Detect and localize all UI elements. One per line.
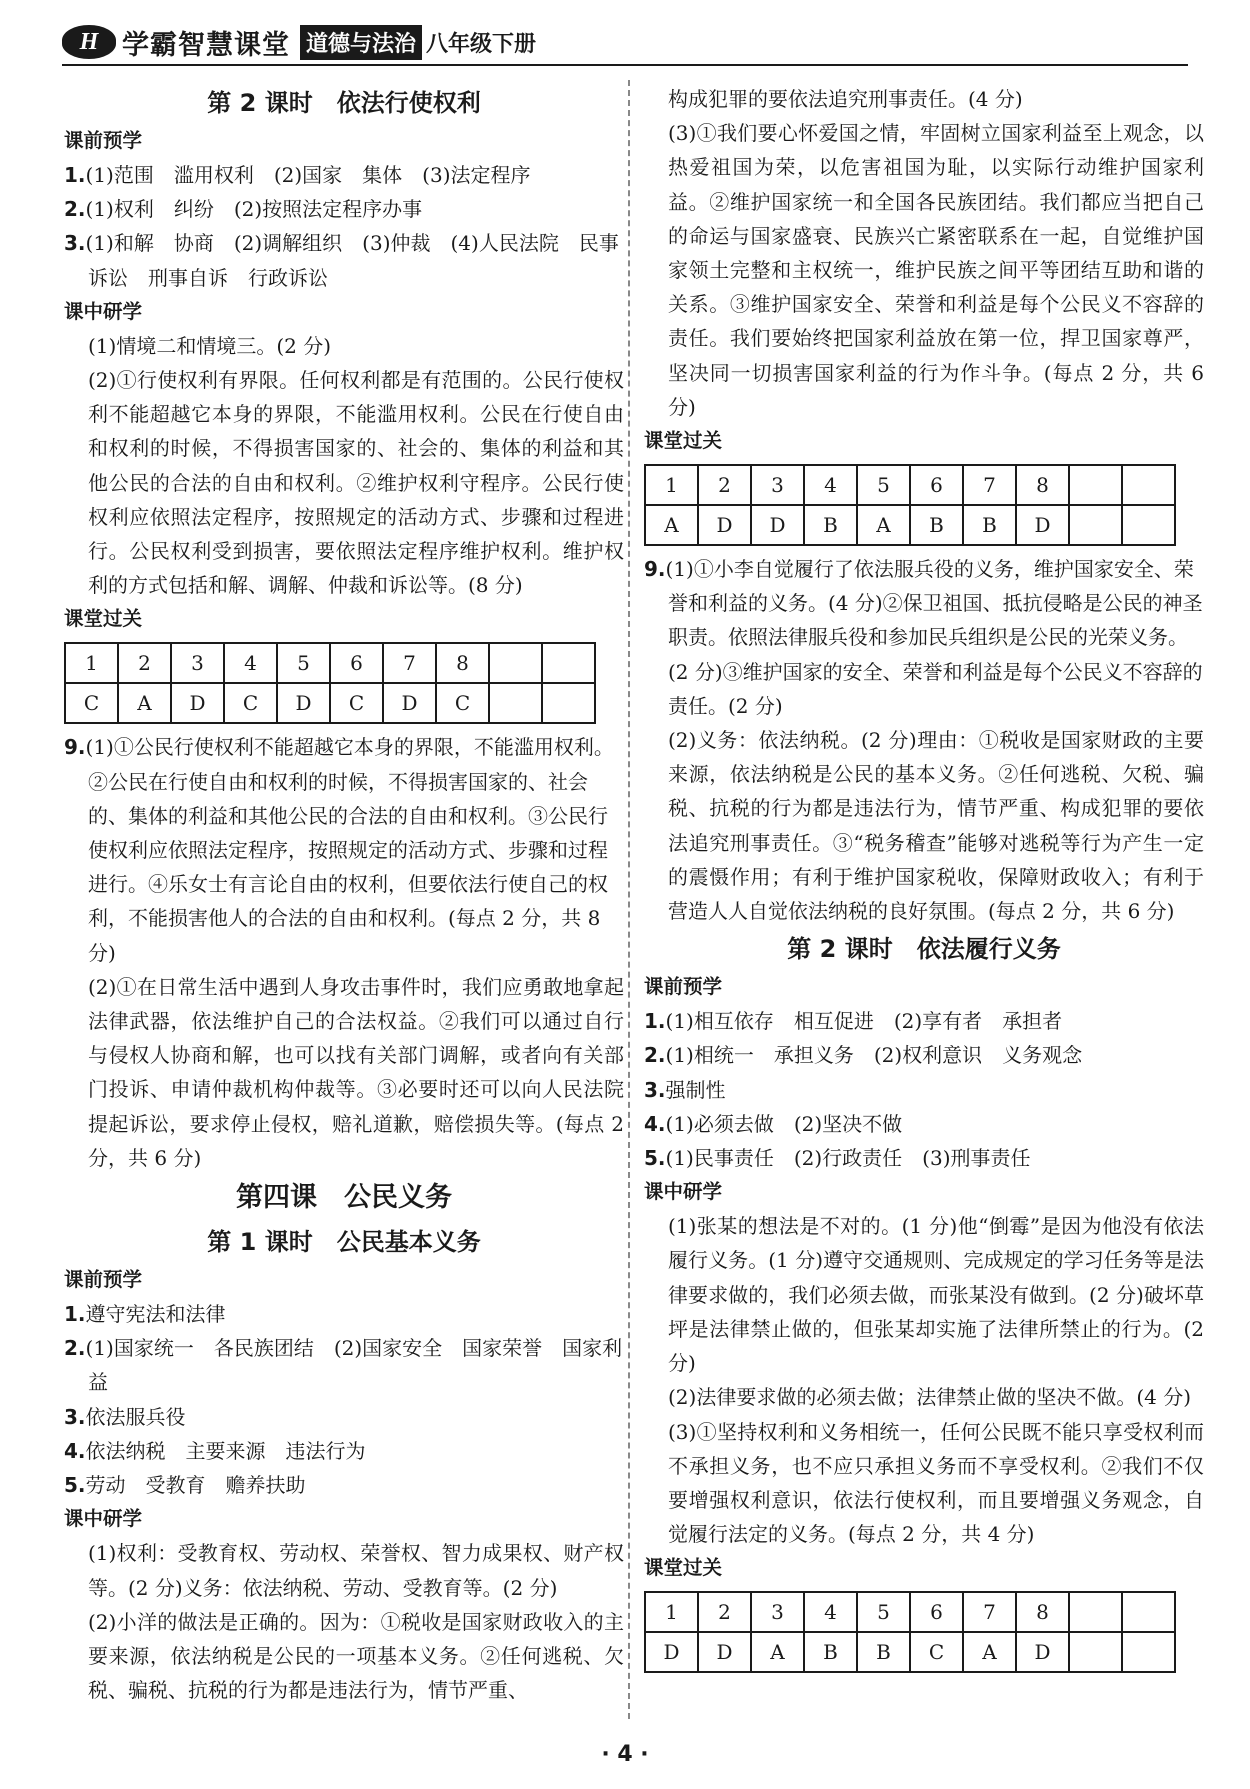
pre-study-list (64, 1297, 624, 1502)
section-heading: 课中研学 (64, 1507, 143, 1531)
lesson-title: 第四课 公民义务 (236, 1182, 452, 1214)
answer-paragraph: (2)①在日常生活中遇到人身攻击事件时，我们应勇敢地拿起法律武器，依法维护自己的合法权益。②我们可以通过自行与侵权人协商和解，也可以找有关部门调解，或者向有关部门投诉、申请仲裁机构仲裁等。③必要时还可以向人民法院提起诉讼，要求停止侵权，赔礼道歉，赔偿损失等。(每点 2 分，共 6 分) (88, 974, 624, 1170)
answer-table-answers: A D D B A B B D (645, 505, 1175, 545)
list-item: 2.(1)国家统一 各民族团结 (2)国家安全 国家荣誉 国家利益 (64, 1336, 623, 1395)
section-title: 第 1 课时 公民基本义务 (207, 1228, 481, 1257)
section-heading: 课前预学 (64, 1268, 143, 1292)
answer-paragraph: (1)张某的想法是不对的。(1 分)他“倒霉”是因为他没有依法履行义务。(1 分)遵守交通规则、完成规定的学习任务等是法律要求做的，我们必须去做，而张某没有做到。(2 分)破坏草坪是法律禁止做的，但张某却实施了法律所禁止的行为。(2 分) (668, 1214, 1204, 1376)
answer-table (64, 642, 596, 724)
list-item: 3.(1)和解 协商 (2)调解组织 (3)仲裁 (4)人民法院 民事诉讼 刑事自诉 行政诉讼 (64, 231, 619, 290)
section-heading: 课前预学 (644, 975, 723, 999)
list-item: 5.劳动 受教育 赡养扶助 (64, 1473, 306, 1498)
list-item: 1.遵守宪法和法律 (64, 1302, 226, 1327)
answer-paragraph: (2)法律要求做的必须去做；法律禁止做的坚决不做。(4 分) (668, 1385, 1192, 1410)
list-item: 3.依法服兵役 (64, 1404, 186, 1429)
answer-paragraph: (3)①坚持权利和义务相统一，任何公民既不能只享受权利而不承担义务，也不应只承担义务而不享受权利。②我们不仅要增强权利意识，依法行使权利，而且要增强义务观念，自觉履行法定的义务。(每点 2 分，共 4 分) (668, 1419, 1204, 1547)
list-item: 4.(1)必须去做 (2)坚决不做 (644, 1111, 903, 1136)
column-divider (628, 80, 630, 1719)
answer-table (644, 464, 1176, 546)
grade-label: 八年级下册 (426, 31, 537, 57)
subject-label: 道德与法治 (300, 25, 422, 60)
answer-paragraph: (1)情境二和情境三。(2 分) (88, 333, 332, 358)
answer-paragraph: (2)义务：依法纳税。(2 分)理由：①税收是国家财政的主要来源，依法纳税是公民的基本义务。②任何逃税、欠税、骗税、抗税的行为都是违法行为，情节严重、构成犯罪的要依法追究刑事责任。③“税务稽查”能够对逃税等行为产生一定的震慑作用；有利于维护国家税收，保障财政收入；有利于营造人人自觉依法纳税的良好氛围。(每点 2 分，共 6 分) (668, 728, 1204, 924)
section-heading: 课前预学 (64, 129, 143, 152)
left-column (64, 82, 624, 1707)
right-column (644, 82, 1204, 1679)
answer-paragraph: (1)权利：受教育权、劳动权、荣誉权、智力成果权、财产权等。(2 分)义务：依法纳税、劳动、受教育等。(2 分) (88, 1541, 624, 1600)
answer-table-answers: C A D C D C D C (65, 683, 595, 723)
section-heading: 课中研学 (644, 1180, 723, 1204)
answer-paragraph: 构成犯罪的要依法追究刑事责任。(4 分) (668, 87, 1023, 111)
question-answer: 9.(1)①小李自觉履行了依法服兵役的义务，维护国家安全、荣誉和利益的义务。(4 分)②保卫祖国、抵抗侵略是公民的神圣职责。依照法律服兵役和参加民兵组织是公民的光荣义务。(2 分)③维护国家的安全、荣誉和利益是每个公民义不容辞的责任。(2 分) (644, 557, 1203, 718)
section-heading: 课堂过关 (644, 429, 723, 453)
list-item: 2.(1)相统一 承担义务 (2)权利意识 义务观念 (644, 1043, 1083, 1068)
section-title: 第 2 课时 依法履行义务 (787, 935, 1061, 964)
answer-table-numbers: 1 2 3 4 5 6 7 8 (645, 465, 1175, 505)
answer-paragraph: (2)小洋的做法是正确的。因为：①税收是国家财政收入的主要来源，依法纳税是公民的一项基本义务。②任何逃税、欠税、骗税、抗税的行为都是违法行为，情节严重、 (88, 1609, 624, 1703)
answer-table-answers: D D A B B C A D (645, 1632, 1175, 1672)
answer-paragraph: (3)①我们要心怀爱国之情，牢固树立国家利益至上观念，以热爱祖国为荣，以危害祖国为耻，以实际行动维护国家利益。②维护国家统一和全国各民族团结。我们都应当把自己的命运与国家盛衰、民族兴亡紧密联系在一起，自觉维护国家领土完整和主权统一，维护民族之间平等团结互助和谐的关系。③维护国家安全、荣誉和利益是每个公民义不容辞的责任。我们要始终把国家利益放在第一位，捍卫国家尊严，坚决同一切损害国家利益的行为作斗争。(每点 2 分，共 6 分) (668, 121, 1204, 419)
brand-logo: H (62, 25, 116, 59)
pre-study-list (644, 1004, 1204, 1175)
list-item: 4.依法纳税 主要来源 违法行为 (64, 1438, 366, 1463)
answer-table-numbers: 1 2 3 4 5 6 7 8 (645, 1592, 1175, 1632)
answer-paragraph: (2)①行使权利有界限。任何权利都是有范围的。公民行使权利不能超越它本身的界限，不能滥用权利。公民在行使自由和权利的时候，不得损害国家的、社会的、集体的利益和其他公民的合法的自由和权利。②维护权利守程序。公民行使权利应依照法定程序，按照规定的活动方式、步骤和过程进行。公民权利受到损害，要依照法定程序维护权利。维护权利的方式包括和解、调解、仲裁和诉讼等。(8 分) (88, 368, 624, 598)
answer-table-numbers: 1 2 3 4 5 6 7 8 (65, 643, 595, 683)
question-answer: 9.(1)①公民行使权利不能超越它本身的界限，不能滥用权利。②公民在行使自由和权利的时候，不得损害国家的、社会的、集体的利益和其他公民的合法的自由和权利。③公民行使权利应依照法定程序，按照规定的活动方式、步骤和过程进行。④乐女士有言论自由的权利，但要依法行使自己的权利，不能损害他人的合法的自由和权利。(每点 2 分，共 8 分) (64, 735, 614, 965)
section-title: 第 2 课时 依法行使权利 (207, 89, 481, 117)
brand-name: 学霸智慧课堂 (122, 29, 290, 61)
list-item: 1.(1)范围 滥用权利 (2)国家 集体 (3)法定程序 (64, 163, 531, 187)
section-heading: 课堂过关 (64, 607, 143, 631)
list-item: 5.(1)民事责任 (2)行政责任 (3)刑事责任 (644, 1146, 1031, 1171)
page-header (62, 22, 536, 62)
list-item: 3.强制性 (644, 1077, 726, 1102)
list-item: 1.(1)相互依存 相互促进 (2)享有者 承担者 (644, 1009, 1063, 1034)
section-heading: 课中研学 (64, 299, 143, 323)
answer-table (644, 1591, 1176, 1673)
section-heading: 课堂过关 (644, 1556, 723, 1580)
pre-study-list (64, 158, 624, 295)
list-item: 2.(1)权利 纠纷 (2)按照法定程序办事 (64, 197, 423, 222)
header-rule (62, 64, 1188, 66)
page-number: · 4 · (601, 1742, 649, 1767)
